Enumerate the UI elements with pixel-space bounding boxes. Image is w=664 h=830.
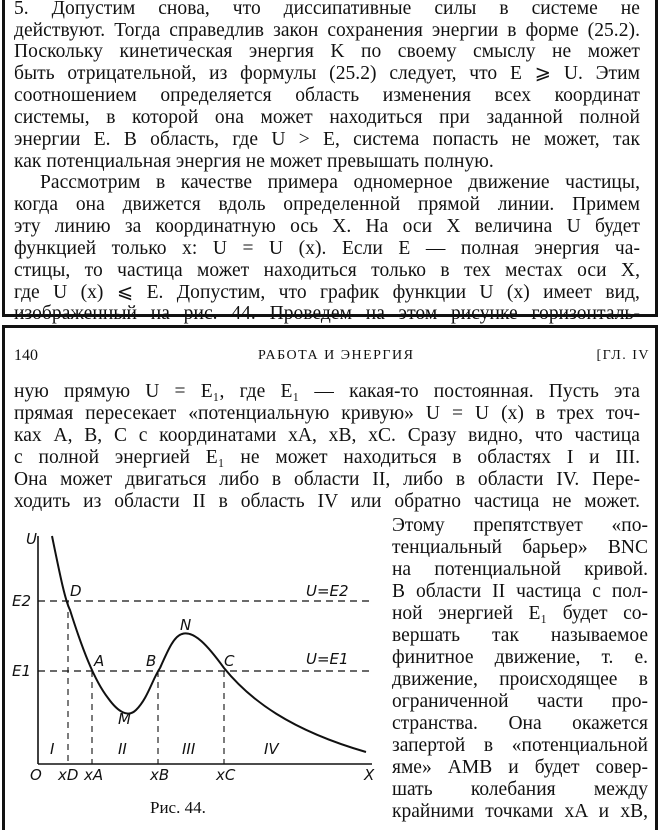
e2-tick-label: E2 [12, 592, 32, 610]
origin-label: O [30, 766, 42, 784]
e2-line-label: U=E2 [306, 582, 349, 600]
y-axis-label: U [26, 530, 37, 548]
text-line: шать колебания между [392, 779, 648, 800]
text-line: крайними точками xA и xB, [392, 801, 648, 822]
text-line: энергии E. В область, где U > E, система попасть не может, так [14, 129, 640, 150]
point-n-label: N [180, 616, 192, 634]
point-b-label: B [146, 652, 157, 670]
text-line: когда она движется вдоль определенной прямой линии. Примем [14, 194, 640, 215]
text-line: эту линию за координатную ось X. На оси X величина U будет [14, 216, 640, 237]
text-line: запертой в «потенциальной [392, 735, 648, 756]
potential-energy-figure [10, 530, 386, 794]
text-line: Она может двигаться либо в области II, либо в области IV. Пере- [14, 469, 640, 490]
x-axis-label: X [364, 766, 375, 784]
text-line: ограниченной части про- [392, 691, 648, 712]
region-i-label: I [50, 740, 55, 758]
page-number: 140 [14, 347, 38, 364]
text-line: ной энергией E₁ будет со- [392, 603, 648, 624]
running-head [14, 347, 650, 367]
region-ii-label: II [118, 740, 127, 758]
e1-tick-label: E1 [12, 662, 32, 680]
running-title: РАБОТА И ЭНЕРГИЯ [258, 348, 415, 363]
text-line: как потенциальная энергия не может превышать полную. [14, 151, 494, 172]
text-line: действуют. Тогда справедлив закон сохранения энергии в форме (25.2). [14, 20, 640, 41]
text-line: соотношением определяется область изменения всех координат [14, 85, 640, 106]
text-line: стицы, то частица может находиться только в тех местах оси X, [14, 260, 640, 281]
point-d-label: D [70, 582, 82, 600]
text-line: финитное движение, т. е. [392, 647, 648, 668]
e1-line-label: U=E1 [306, 650, 349, 668]
text-line: ках A, B, C с координатами xA, xB, xC. Сразу видно, что частица [14, 425, 640, 446]
region-iii-label: III [182, 740, 196, 758]
text-line: Поскольку кинетическая энергия K по своему смыслу не может [14, 41, 640, 62]
xd-tick-label: xD [58, 766, 79, 784]
text-line: изображенный на рис. 44. Проведем на этом рисунке горизонталь- [14, 303, 640, 324]
text-line: 5. Допустим снова, что диссипативные силы в системе не [14, 0, 640, 19]
potential-curve [52, 536, 366, 752]
text-line: Рассмотрим в качестве примера одномерное движение частицы, [40, 172, 640, 193]
text-line: вершать так называемое [392, 625, 648, 646]
text-line: Этому препятствует «по- [392, 515, 648, 536]
text-line: ходить из области II в область IV или обратно частица не может. [14, 491, 640, 512]
text-line: движение, происходящее в [392, 669, 648, 690]
text-line: ную прямую U = E₁, где E₁ — какая-то постоянная. Пусть эта [14, 381, 640, 402]
text-line: яме» AMB и будет совер- [392, 757, 648, 778]
point-a-label: A [94, 652, 105, 670]
chapter-label: [ГЛ. IV [596, 348, 650, 363]
xc-tick-label: xC [216, 766, 236, 784]
region-iv-label: IV [264, 740, 279, 758]
figure-caption: Рис. 44. [150, 798, 206, 817]
xb-tick-label: xB [150, 766, 170, 784]
text-line: прямая пересекает «потенциальную кривую» U = U (x) в трех точ- [14, 403, 640, 424]
text-line: системы, в которой она может находиться при заданной полной [14, 107, 640, 128]
text-line: функцией только x: U = U (x). Если E — полная энергия ча- [14, 238, 640, 259]
point-c-label: C [224, 652, 235, 670]
text-line: с полной энергией E₁ не может находиться в областях I и III. [14, 447, 640, 468]
text-line: быть отрицательной, из формулы (25.2) следует, что E ⩾ U. Этим [14, 63, 640, 84]
point-m-label: M [118, 710, 131, 728]
xa-tick-label: xA [84, 766, 104, 784]
text-line: где U (x) ⩽ E. Допустим, что график функции U (x) имеет вид, [14, 282, 640, 303]
text-line: В области II частица с пол- [392, 581, 648, 602]
text-line: странства. Она окажется [392, 713, 648, 734]
text-line: тенциальный барьер» BNC [392, 537, 648, 558]
text-line: на потенциальной кривой. [392, 559, 648, 580]
